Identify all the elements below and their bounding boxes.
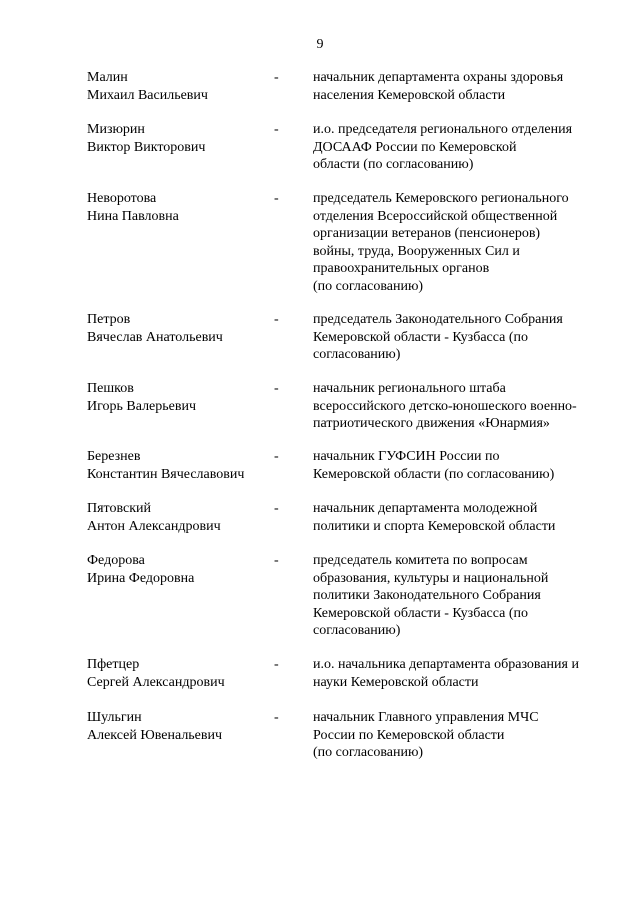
- member-position: [313, 448, 618, 483]
- position-line: Кемеровской области - Кузбасса (по: [313, 329, 528, 345]
- position-line: патриотического движения «Юнармия»: [313, 416, 550, 431]
- position-line: организации ветеранов (пенсионеров): [313, 226, 541, 241]
- position-line: политики Законодательного Собрания: [313, 588, 541, 603]
- member-position: [313, 552, 618, 640]
- separator-dash: -: [274, 553, 279, 568]
- position-line: ДОСААФ России по Кемеровской: [313, 139, 517, 155]
- member-name: [87, 380, 267, 415]
- position-line: Кемеровской области (по согласованию): [313, 466, 555, 482]
- position-line: председатель комитета по вопросам: [313, 553, 528, 568]
- position-line: области (по согласованию): [313, 157, 474, 172]
- separator-dash: -: [274, 449, 279, 464]
- member-surname: Мизюрин: [87, 122, 145, 137]
- member-position: [313, 709, 618, 762]
- position-line: (по согласованию): [313, 278, 424, 294]
- member-position: [313, 311, 618, 364]
- member-surname: Петров: [87, 312, 131, 327]
- member-given-names: Игорь Валерьевич: [87, 398, 197, 414]
- member-surname: Пфетцер: [87, 657, 140, 672]
- member-position: [313, 380, 618, 433]
- member-name: [87, 709, 267, 744]
- position-line: начальник департамента молодежной: [313, 501, 538, 516]
- position-line: образования, культуры и национальной: [313, 570, 549, 586]
- member-name: [87, 121, 267, 156]
- member-position: [313, 656, 618, 691]
- position-line: отделения Всероссийской общественной: [313, 208, 558, 224]
- position-line: начальник регионального штаба: [313, 381, 506, 396]
- member-given-names: Константин Вячеславович: [87, 466, 245, 482]
- member-position: [313, 500, 618, 535]
- position-line: начальник департамента охраны здоровья: [313, 70, 564, 85]
- position-line: начальник Главного управления МЧС: [313, 710, 539, 725]
- page-number: 9: [316, 37, 324, 52]
- separator-dash: -: [274, 657, 279, 672]
- member-given-names: Алексей Ювенальевич: [87, 727, 223, 743]
- position-line: согласованию): [313, 347, 401, 362]
- position-line: России по Кемеровской области: [313, 727, 505, 743]
- position-line: политики и спорта Кемеровской области: [313, 518, 556, 534]
- position-line: председатель Законодательного Собрания: [313, 312, 563, 327]
- position-line: населения Кемеровской области: [313, 87, 506, 103]
- member-given-names: Вячеслав Анатольевич: [87, 329, 223, 345]
- member-given-names: Нина Павловна: [87, 208, 179, 224]
- member-name: [87, 552, 267, 587]
- position-line: начальник ГУФСИН России по: [313, 449, 500, 464]
- position-line: правоохранительных органов: [313, 261, 490, 276]
- member-name: [87, 311, 267, 346]
- position-line: согласованию): [313, 623, 401, 638]
- member-given-names: Сергей Александрович: [87, 674, 225, 690]
- member-position: [313, 190, 618, 295]
- separator-dash: -: [274, 710, 279, 725]
- member-name: [87, 500, 267, 535]
- position-line: и.о. начальника департамента образования и: [313, 657, 579, 672]
- position-line: (по согласованию): [313, 745, 424, 760]
- member-name: [87, 448, 267, 483]
- member-surname: Березнев: [87, 449, 141, 464]
- separator-dash: -: [274, 122, 279, 137]
- member-given-names: Ирина Федоровна: [87, 570, 195, 586]
- member-given-names: Виктор Викторович: [87, 139, 206, 155]
- position-line: всероссийского детско-юношеского военно-: [313, 398, 577, 414]
- member-given-names: Антон Александрович: [87, 518, 221, 534]
- member-surname: Пешков: [87, 381, 134, 396]
- separator-dash: -: [274, 501, 279, 516]
- member-surname: Неворотова: [87, 191, 157, 206]
- member-given-names: Михаил Васильевич: [87, 87, 208, 103]
- member-surname: Федорова: [87, 553, 145, 568]
- separator-dash: -: [274, 312, 279, 327]
- position-line: председатель Кемеровского регионального: [313, 191, 569, 206]
- position-line: и.о. председателя регионального отделения: [313, 122, 573, 137]
- member-name: [87, 69, 267, 104]
- member-surname: Малин: [87, 70, 128, 85]
- position-line: Кемеровской области - Кузбасса (по: [313, 605, 528, 621]
- separator-dash: -: [274, 191, 279, 206]
- position-line: войны, труда, Вооруженных Сил и: [313, 243, 520, 259]
- member-position: [313, 121, 618, 174]
- member-surname: Шульгин: [87, 710, 142, 725]
- member-surname: Пятовский: [87, 501, 152, 516]
- separator-dash: -: [274, 381, 279, 396]
- member-position: [313, 69, 618, 104]
- member-name: [87, 656, 267, 691]
- position-line: науки Кемеровской области: [313, 674, 479, 690]
- member-name: [87, 190, 267, 225]
- separator-dash: -: [274, 70, 279, 85]
